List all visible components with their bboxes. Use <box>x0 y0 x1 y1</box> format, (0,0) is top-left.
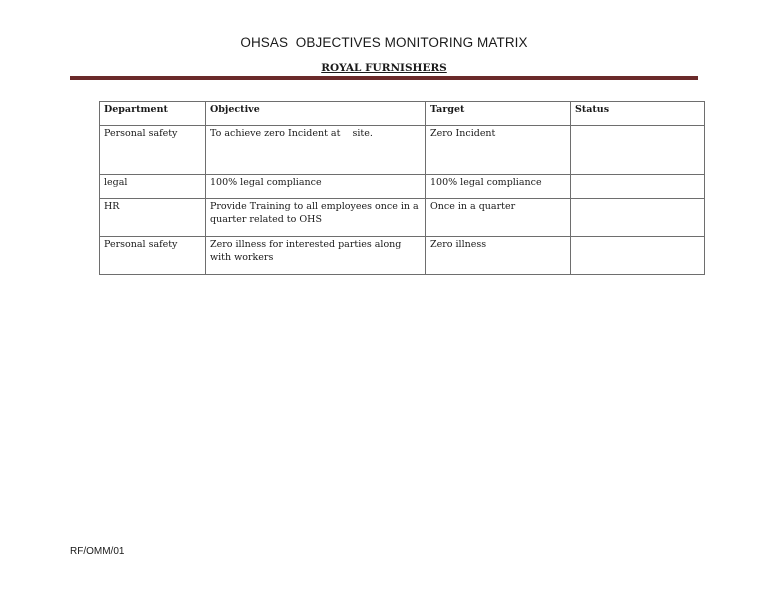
objective-cell: Provide Training to all employees once in a quarter related to OHS <box>206 199 426 237</box>
department-cell: Personal safety <box>100 237 206 275</box>
column-header-objective: Objective <box>206 102 426 126</box>
table-row <box>100 237 705 275</box>
department-cell: legal <box>100 175 206 199</box>
column-header-status: Status <box>571 102 705 126</box>
table-header-row <box>100 102 705 126</box>
objective-cell: 100% legal compliance <box>206 175 426 199</box>
target-cell: Zero illness <box>426 237 571 275</box>
table-row <box>100 199 705 237</box>
table-row <box>100 126 705 175</box>
status-cell <box>571 199 705 237</box>
table-row <box>100 175 705 199</box>
status-cell <box>571 175 705 199</box>
column-header-department: Department <box>100 102 206 126</box>
status-cell <box>571 126 705 175</box>
objective-cell: To achieve zero Incident at site. <box>206 126 426 175</box>
target-cell: Zero Incident <box>426 126 571 175</box>
department-cell: Personal safety <box>100 126 206 175</box>
document-title: OHSAS OBJECTIVES MONITORING MATRIX <box>240 35 528 50</box>
company-name: ROYAL FURNISHERS <box>321 62 447 74</box>
objectives-table <box>99 101 705 275</box>
document-code: RF/OMM/01 <box>70 546 125 557</box>
target-cell: Once in a quarter <box>426 199 571 237</box>
column-header-target: Target <box>426 102 571 126</box>
department-cell: HR <box>100 199 206 237</box>
objective-cell: Zero illness for interested parties along with workers <box>206 237 426 275</box>
header-rule <box>70 76 698 80</box>
status-cell <box>571 237 705 275</box>
target-cell: 100% legal compliance <box>426 175 571 199</box>
